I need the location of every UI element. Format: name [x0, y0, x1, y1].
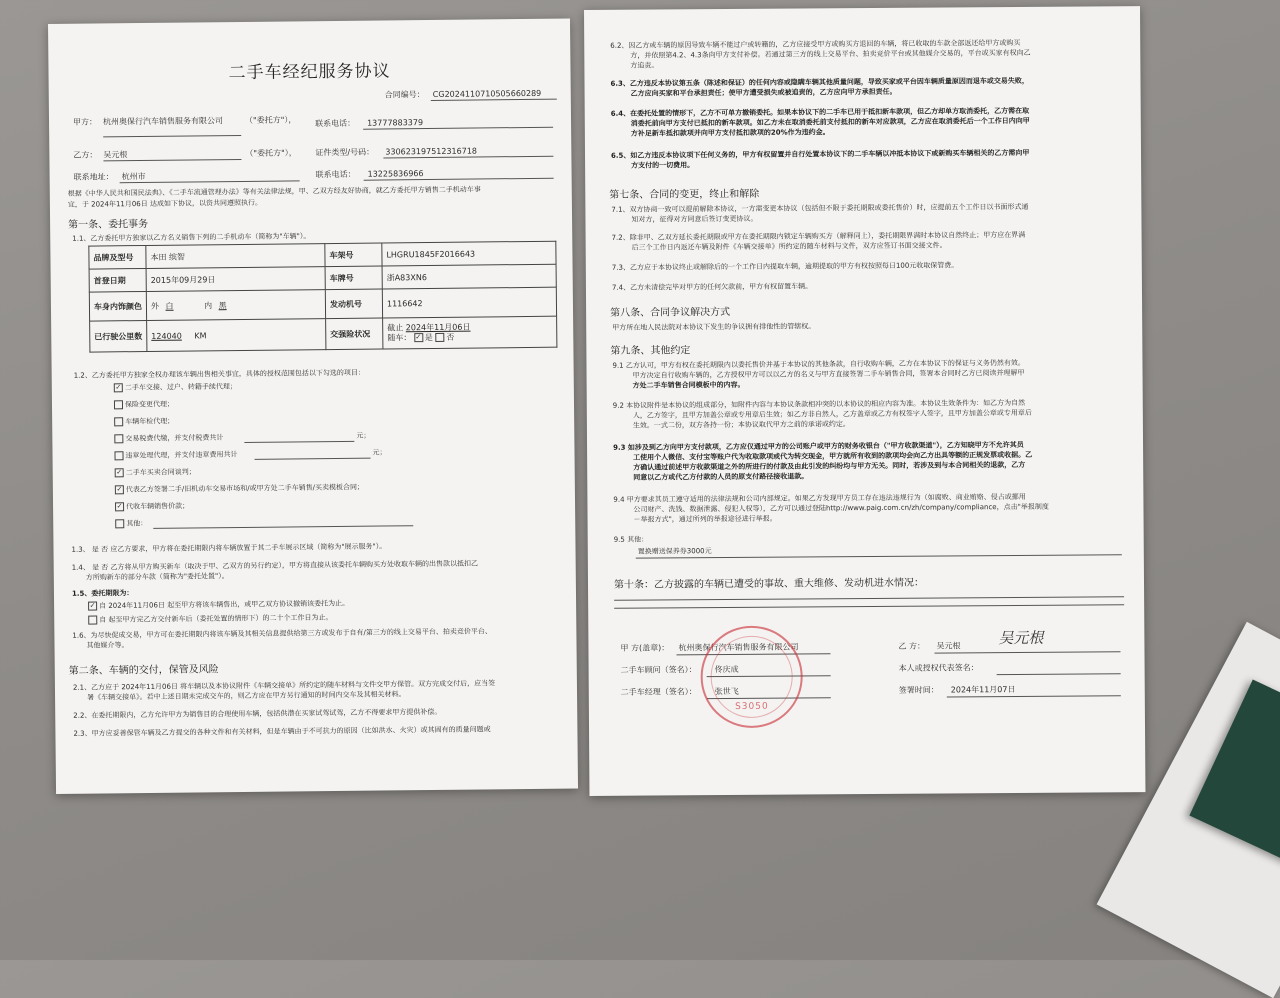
- party-a-sign-name: 杭州奥保行汽车销售服务有限公司: [678, 642, 799, 653]
- checkbox[interactable]: [114, 434, 123, 443]
- party-b-sign-name: 吴元根: [936, 641, 961, 651]
- clause-8: 甲方所在地人民法院对本协议下发生的争议拥有排他性的管辖权。: [612, 322, 816, 332]
- term-option-2: 自 起至甲方完乙方交付新车后（委托处置的情形下）的二十个工作日为止。: [88, 613, 332, 625]
- sign-time-label: 签署时间：: [898, 685, 939, 695]
- checkbox-checked[interactable]: ✓: [116, 502, 123, 511]
- engine-value: 1116642: [382, 287, 556, 318]
- advisor-name: 佟庆成: [714, 664, 739, 675]
- party-b-label: 乙方：: [73, 150, 98, 160]
- sign-time: 2024年11月07日: [950, 685, 1016, 695]
- clause-9-2-line-3: 生效。一式二份，双方各持一份；本协议取代甲方之前的承诺或约定。: [632, 420, 850, 430]
- section-9-heading: 第九条、其他约定: [610, 345, 691, 357]
- insurance-with-car: 随车：: [387, 333, 412, 343]
- section-10-heading: 第十条：乙方披露的车辆已遭受的事故、重大维修、发动机进水情况：: [613, 577, 925, 591]
- vin-value: LHGRU1845F2016643: [382, 241, 556, 266]
- yes-checkbox[interactable]: ✓: [415, 333, 422, 342]
- clause-7-4: 7.4、乙方未清偿完毕对甲方的任何欠款前，甲方有权留置车辆。: [611, 282, 813, 292]
- clause-6-4-line-3: 方补足新车抵扣款项并向甲方支付抵扣款项的20%作为违约金。: [630, 128, 830, 138]
- clause-2-3: 2.3、甲方应妥善保管车辆及乙方提交的各种文件和有关材料，但是车辆由于不可抗力的原因（比如洪水、火灾）或其固有的质量问题或: [73, 725, 491, 738]
- insurance-until: 2024年11月06日: [405, 322, 471, 333]
- section-8-heading: 第八条、合同争议解决方式: [610, 306, 731, 319]
- clause-7-2-line-2: 后三个工作日内返还车辆及附件《车辆交接单》所约定的随车材料与文件，双方应签订书面交接文件。: [631, 241, 947, 252]
- clause-2-1-line-2: 署《车辆交接单》。若中上述日期未完成交车的，则乙方应在甲方另行通知的时间内交车及其相关材料。: [87, 690, 406, 702]
- section-1-heading: 第一条、委托事务: [68, 218, 149, 231]
- clause-9-3-line-2: 工使用个人微信、支付宝等账户代为收取款项或代为转交现金，甲方就所有收到的款项均会向乙方出具等额的正规发票或收据。乙: [633, 450, 1033, 462]
- auth-item: ✓ 代收车辆销售价款；: [116, 502, 190, 511]
- table-row: [90, 316, 557, 352]
- party-a-role: （"委托方"），: [244, 115, 297, 125]
- party-a-line: [103, 135, 241, 137]
- party-a-phone: 13777883379: [367, 118, 424, 128]
- yuan-label: 元；: [372, 448, 387, 457]
- party-b-address: 杭州市: [121, 171, 146, 182]
- no-checkbox[interactable]: [435, 333, 444, 342]
- clause-7-3: 7.3、乙方应于本协议终止或解除后的一个工作日内提取车辆，逾期提取的甲方有权按照每日100元收取保管费。: [611, 261, 959, 272]
- clause-1-3: 1.3、 是 否 应乙方要求，甲方将在委托期限内将车辆放置于其二手车展示区域（简称为"展示服务"）。: [71, 542, 387, 554]
- auth-item: ✓ 二手车交接、过户、转籍手续代理；: [115, 382, 237, 392]
- party-b-name: 吴元根: [103, 150, 128, 160]
- clause-6-3-line-2: 乙方应向买家和平台承担责任；使甲方遭受损失或被追责的，乙方应向甲方承担责任。: [630, 87, 897, 98]
- auth-item: 保险变更代理；: [114, 400, 174, 410]
- manager-name: 张世飞: [714, 686, 739, 697]
- clause-7-2-line-1: 7.2、除非甲、乙双方延长委托期限或甲方在委托期限内锁定车辆购买方（解释同上），委托期限界满时本协议自然终止；甲方应在界满: [611, 230, 1026, 242]
- plate-label: 车牌号: [325, 266, 382, 290]
- clause-9-3-line-3: 方确认通过前述甲方收款渠道之外的所进行的付款及由此引发的纠纷均与甲方无关。同时，若涉及到与本合同相关的退款，乙方: [633, 460, 1026, 472]
- clause-9-3-line-1: 9.3 如涉及到乙方向甲方支付款项，乙方应仅通过甲方的公司账户或甲方的财务收银台（"甲方收款渠道"），乙方知晓甲方不允许其员: [613, 440, 1024, 452]
- clause-9-5-label: 9.5 其他：: [613, 535, 649, 544]
- term-option-1: ✓ 自 2024年11月06日 起至甲方将该车辆售出，或甲乙双方协议撤销该委托为止。: [89, 599, 350, 610]
- checkbox[interactable]: [115, 519, 124, 528]
- tax-amount-line: [244, 441, 354, 443]
- yes-label: 是: [424, 332, 433, 343]
- party-b-signature: 吴元根: [998, 628, 1044, 648]
- brand-label: 品牌及型号: [89, 245, 146, 269]
- vehicle-info-table: [88, 241, 557, 353]
- contract-number: CG20241107105056602​89: [432, 88, 542, 99]
- checkbox[interactable]: [114, 417, 123, 426]
- brand-value: 本田 缤智: [146, 244, 325, 269]
- mileage-cell: [147, 319, 326, 352]
- manager-label: 二手车经理（签名）：: [620, 687, 697, 697]
- clause-1-1: 1.1、乙方委托甲方独家以乙方名义销售下列的二手机动车（简称为"车辆"）。: [72, 232, 311, 243]
- contract-number-label: 合同编号：: [384, 90, 425, 100]
- auth-item: 其他：: [115, 519, 147, 529]
- party-a-label: 甲方：: [72, 117, 98, 127]
- checkbox-checked[interactable]: ✓: [115, 383, 122, 392]
- clause-6-2-line-3: 方追责。: [630, 61, 659, 70]
- clause-7-1-line-2: 知对方，征得对方同意后签订变更协议。: [631, 214, 758, 224]
- party-b-id: 330623197512316718: [385, 146, 478, 157]
- clause-9-2-line-2: 人，乙方签字，且甲方加盖公章或专用章后生效；如乙方非自然人，乙方盖章或乙方有权签字人签字，且甲方加盖公章或专用章后: [632, 408, 1032, 420]
- party-b-id-label: 证件类型/号码：: [315, 147, 375, 158]
- auth-item: 交易税费代缴，并支付税费共计: [114, 433, 223, 444]
- checkbox-checked[interactable]: ✓: [89, 601, 96, 610]
- clause-1-2: 1.2、乙方委托甲方独家全权办理该车辆出售相关事宜，具体的授权范围包括以下勾选的项目：: [73, 368, 365, 380]
- clause-6-4-line-1: 6.4、在委托处置的情形下，乙方不可单方撤销委托。如果本协议下的二手车已用于抵扣新车款项，但乙方却单方取消委托，乙方需在取: [610, 106, 1030, 118]
- auth-item: 违章处理代理，并支付违章费用共计: [114, 450, 237, 461]
- clause-9-1-line-3: 方处二手车销售合同模板中的内容。: [632, 380, 745, 390]
- clause-6-4-line-2: 消委托前向甲方支付已抵扣的新车款项。如乙方未在取消委托前支付抵扣的新车对应款项，乙方应在取消委托后一个工作日内向甲: [630, 116, 1030, 128]
- mileage-unit: KM: [194, 330, 207, 340]
- clause-1-4-line-2: 方所购新车的部分车款（简称为"委托处置"）。: [85, 572, 229, 582]
- color-label: 车身内饰颜色: [89, 291, 146, 321]
- clause-1-6-line-1: 1.6、为尽快促成交易，甲方可在委托期限内将该车辆及其相关信息提供给第三方或发布于自有/第三方的线上交易平台、拍卖竞价平台、: [72, 627, 492, 640]
- vin-label: 车架号: [325, 243, 382, 267]
- clause-6-2-line-1: 6.2、因乙方或车辆的原因导致车辆不能过户或转籍的，乙方应接受甲方或购买方退回的车辆，将已收取的车款全部返还给甲方或购买: [610, 38, 1021, 50]
- exterior-color: 白: [165, 301, 174, 311]
- clause-9-2-line-1: 9.2 本协议附件是本协议的组成部分，如附件内容与本协议条款相冲突的以本协议的相应内容为准。本协议生效条件为：如乙方为自然: [612, 398, 1026, 410]
- contract-number-line: [431, 99, 557, 101]
- section-2-heading: 第二条、车辆的交付，保管及风险: [68, 664, 219, 677]
- seal-number: S3050: [735, 701, 769, 712]
- mileage-label: 已行驶公里数: [90, 320, 147, 352]
- intro-line-2: 宜，于 2024年11月06日 达成如下协议，以资共同遵照执行。: [67, 198, 263, 209]
- clause-9-5-value: 置换赠送保养券3000元: [637, 547, 712, 556]
- interior-label: 内: [204, 300, 213, 310]
- agreement-page-1: [48, 19, 578, 794]
- party-b-sign-label: 乙 方：: [898, 641, 926, 651]
- clause-9-4-line-2: 公司财产、洗钱、数据泄露、侵犯人权等），乙方可以通过登陆http://www.paig.com.cn/zh/company/compliance，点击"举报制度: [633, 502, 1049, 514]
- disclosure-line-1: [614, 596, 1124, 601]
- clause-9-4-line-3: －举报方式"，通过所列的举报途径进行举报。: [633, 514, 777, 524]
- color-value: [146, 290, 325, 321]
- auth-item: ✓ 代表乙方签署二手/旧机动车交易市场和/或甲方处二手车销售/买卖模板合同；: [116, 483, 364, 494]
- clause-9-4-line-1: 9.4 甲方要求其员工遵守适用的法律法规和公司内部规定。如果乙方发现甲方员工存在违法违规行为（如腐败、商业贿赂、侵占或挪用: [613, 492, 1026, 504]
- party-b-sign-line: [934, 651, 1120, 653]
- advisor-label: 二手车顾问（签名）：: [620, 665, 697, 675]
- checkbox[interactable]: [114, 451, 123, 460]
- agreement-page-2: [584, 6, 1145, 796]
- clause-6-3-line-1: 6.3、乙方违反本协议第五条（陈述和保证）的任何内容或隐瞒车辆其他质量问题，导致买家或平台因车辆质量原因而退车或交易失败，: [610, 76, 1029, 88]
- clause-9-1-line-1: 9.1 乙方认可，甲方有权在委托期限内以委托售价并基于本协议的其他条款，自行收购车辆，乙方在本协议下的保证与义务仍然有效。: [612, 358, 1025, 370]
- registration-date-label: 首登日期: [89, 268, 146, 292]
- party-b-phone: 13225836966: [367, 169, 424, 179]
- checkbox-checked[interactable]: ✓: [116, 485, 123, 494]
- party-b-role: （"委托方"），: [245, 148, 297, 158]
- clause-9-3-line-4: 同意以乙方或代乙方付款的人员的原支付路径接收退款。: [633, 472, 809, 482]
- clause-1-6-line-2: 其他媒介等。: [86, 641, 129, 650]
- party-a-name: 杭州奥保行汽车销售服务有限公司: [102, 116, 224, 127]
- party-a-sign-label: 甲 方(盖章)：: [620, 643, 670, 653]
- company-seal: [700, 625, 803, 728]
- plate-value: 浙A83XN6: [382, 264, 556, 289]
- section-7-heading: 第七条、合同的变更，终止和解除: [609, 188, 760, 201]
- interior-color: 黑: [218, 300, 227, 310]
- auth-item: 车辆年检代理；: [114, 417, 174, 427]
- insurance-label: 交强险状况: [326, 318, 383, 350]
- clause-6-5-line-2: 方支付的一切费用。: [631, 161, 695, 170]
- other-line: [153, 525, 413, 529]
- checkbox-checked[interactable]: ✓: [116, 468, 123, 477]
- agent-sign-line: [997, 673, 1121, 675]
- clause-6-5-line-1: 6.5、如乙方违反本协议项下任何义务的，甲方有权留置并自行处置本协议下的二手车辆以冲抵本协议下或新购买车辆相关的乙方需向甲: [610, 148, 1030, 160]
- party-b-address-line: [120, 180, 300, 183]
- clause-7-1-line-1: 7.1、双方协商一致可以提前解除本协议，一方需变更本协议（包括但不限于委托期限或委托售价）时，应提前五个工作日以书面形式通: [611, 202, 1029, 214]
- violation-amount-line: [255, 458, 371, 460]
- document-title: 二手车经纪服务协议: [228, 61, 391, 84]
- no-label: 否: [446, 332, 455, 342]
- engine-label: 发动机号: [325, 289, 382, 319]
- clause-2-1-line-1: 2.1、乙方应于 2024年11月06日 将车辆以及本协议附件《车辆交接单》所约定的随车材料与文件交甲方保管。双方完成交付后，应当签: [72, 679, 496, 692]
- party-b-address-label: 联系地址：: [73, 172, 114, 182]
- intro-line-1: 根据《中华人民共和国民法典》、《二手车流通管理办法》等有关法律法规，甲、乙双方经友好协商，就乙方委托甲方销售二手机动车事: [67, 185, 481, 198]
- checkbox[interactable]: [88, 616, 97, 625]
- party-b-line: [103, 159, 241, 161]
- sign-time-line: [947, 695, 1121, 697]
- insurance-until-label: 截止: [387, 323, 404, 333]
- insurance-cell: [383, 316, 557, 349]
- clause-2-2: 2.2、在委托期限内，乙方允许甲方为销售目的合理使用车辆，包括供潜在买家试驾试驾，乙方不得要求甲方提供补偿。: [73, 707, 442, 720]
- clause-9-1-line-2: 甲方决定自行收购车辆的，乙方授权甲方可以以乙方的名义与甲方直接签署二手车销售合同，签署本合同时乙方已阅读并理解甲: [632, 368, 1025, 380]
- yuan-label: 元；: [356, 431, 371, 440]
- mileage-value: 124040: [151, 331, 182, 341]
- clause-1-5: 1.5、委托期限为：: [71, 589, 134, 598]
- clause-1-4-line-1: 1.4、 是 否 乙方将从甲方购买新车（取决于甲、乙双方的另行约定），甲方将直接从该委托车辆购买方处收取车辆的出售款以抵扣乙: [71, 559, 479, 572]
- auth-item: ✓ 二手车买卖合同谈判；: [116, 467, 196, 477]
- registration-date-value: 2015年09月29日: [146, 267, 325, 292]
- party-b-phone-label: 联系电话：: [315, 169, 356, 180]
- agent-sign-label: 本人或授权代表签名：: [898, 663, 979, 673]
- clause-6-2-line-2: 方，并依照第4.2、4.3条向甲方支付补偿。若通过第三方的线上交易平台、拍卖竞价平台或其他媒介交易的，平台或买家有权向乙: [630, 48, 1031, 60]
- exterior-label: 外: [150, 301, 160, 311]
- checkbox[interactable]: [114, 400, 123, 409]
- disclosure-line-2: [614, 604, 1124, 609]
- party-a-phone-label: 联系电话：: [315, 118, 356, 129]
